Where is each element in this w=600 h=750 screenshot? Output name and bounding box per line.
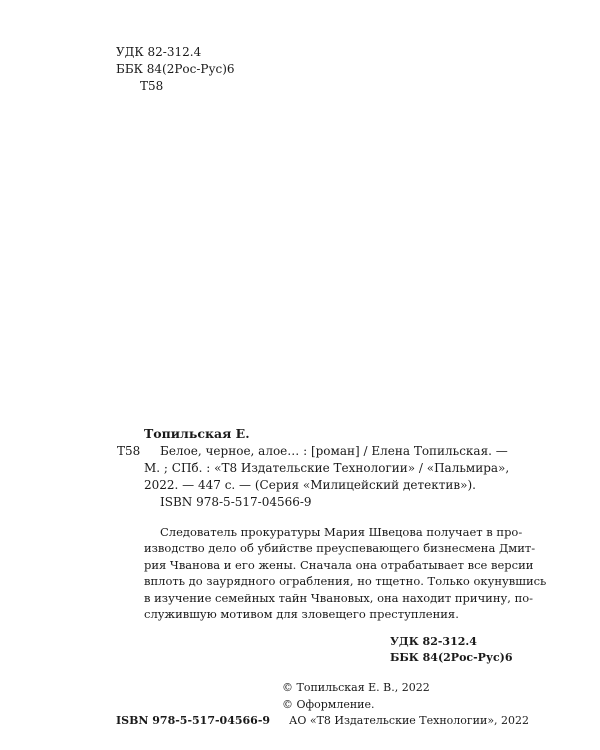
copyright-author: © Топильская Е. В., 2022 bbox=[282, 681, 430, 694]
bbk-code-top: ББК 84(2Рос-Рус)6 bbox=[116, 62, 235, 76]
description-line-1: Белое, черное, алое… : [роман] / Елена Топильская. — bbox=[160, 444, 508, 458]
abstract-line-4: вплоть до заурядного ограбления, но тщетно. Только окунувшись bbox=[144, 574, 547, 588]
udk-code-bottom: УДК 82-312.4 bbox=[390, 635, 477, 648]
abstract-line-1: Следователь прокуратуры Мария Швецова получает в про- bbox=[160, 525, 523, 539]
copyright-design: © Оформление. bbox=[282, 698, 375, 711]
catalog-isbn: ISBN 978-5-517-04566-9 bbox=[160, 495, 312, 509]
catalog-mark: Т58 bbox=[117, 444, 141, 458]
description-line-2: М. ; СПб. : «Т8 Издательские Технологии» / «Пальмира», bbox=[144, 461, 510, 475]
author-heading: Топильская Е. bbox=[144, 426, 250, 441]
copyright-publisher: АО «Т8 Издательские Технологии», 2022 bbox=[289, 714, 530, 727]
abstract-line-5: в изучение семейных тайн Чвановых, она находит причину, по- bbox=[144, 591, 534, 605]
abstract-line-6: служившую мотивом для зловещего преступления. bbox=[144, 607, 459, 621]
isbn-bold: ISBN 978-5-517-04566-9 bbox=[116, 714, 271, 727]
abstract-line-3: рия Чванова и его жены. Сначала она отрабатывает все версии bbox=[144, 558, 534, 572]
bbk-code-bottom: ББК 84(2Рос-Рус)6 bbox=[390, 651, 513, 664]
abstract-line-2: изводство дело об убийстве преуспевающего бизнесмена Дмит- bbox=[144, 541, 536, 555]
udk-code-top: УДК 82-312.4 bbox=[116, 45, 202, 59]
author-mark-top: Т58 bbox=[140, 79, 164, 93]
description-line-3: 2022. — 447 с. — (Серия «Милицейский детектив»). bbox=[144, 478, 476, 492]
